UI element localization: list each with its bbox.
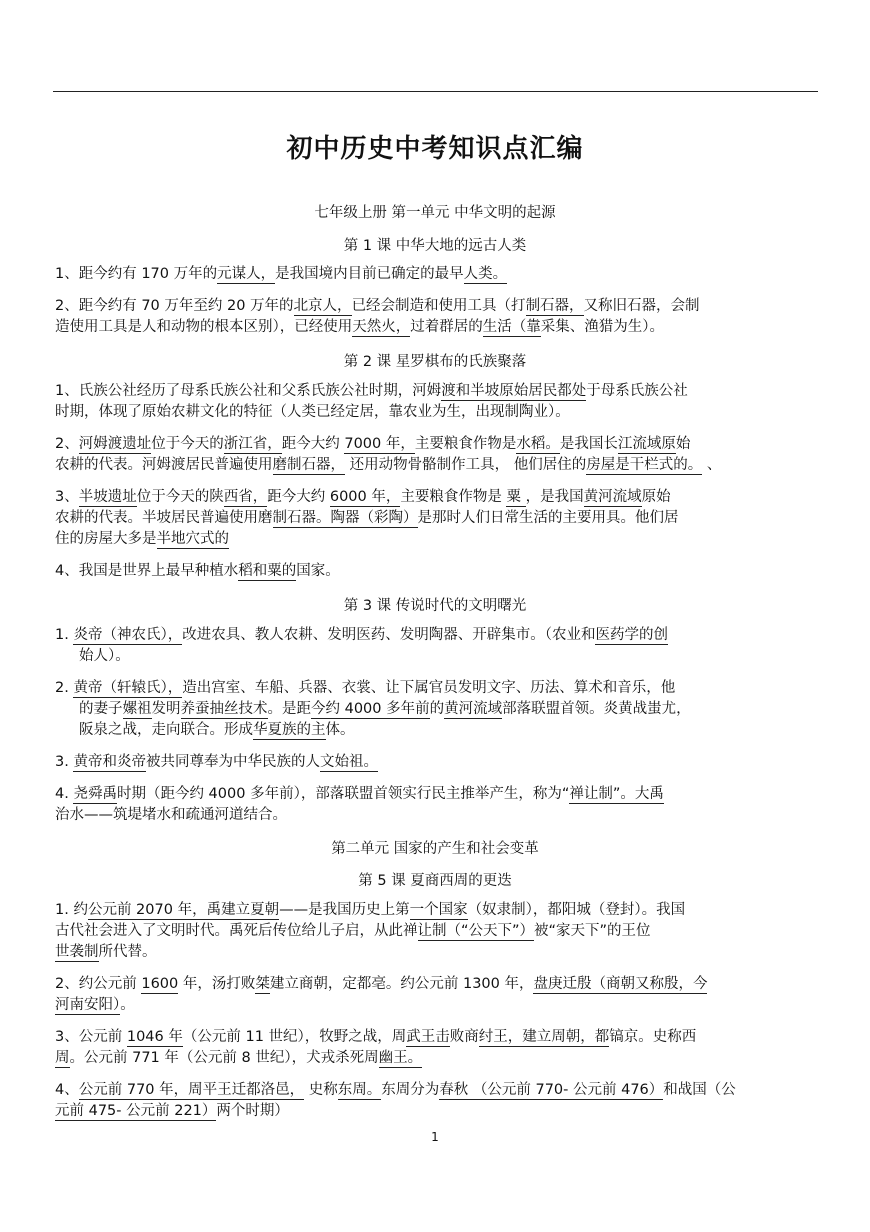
lesson5-heading: 第 5 课 夏商西周的更迭 bbox=[358, 873, 512, 889]
lesson5-point2-line2: 河南安阳）。 bbox=[55, 997, 135, 1013]
lesson3-point2-line1: 2. 黄帝（轩辕氏），造出宫室、车船、兵器、衣裳、让下属官员发明文字、历法、算术和音乐，他 bbox=[55, 680, 676, 696]
document-title: 初中历史中考知识点汇编 bbox=[286, 134, 584, 164]
page-number: 1 bbox=[431, 1130, 439, 1144]
lesson2-point3-line3: 住的房屋大多是半地穴式的 bbox=[55, 531, 229, 547]
lesson5-point4-line1: 4、公元前 770 年，周平王迁都洛邑， 史称东周。东周分为春秋 （公元前 770- 公元前 476）和战国（公 bbox=[55, 1082, 736, 1098]
lesson2-point3-line1: 3、半坡遗址位于今天的陕西省，距今大约 6000 年，主要粮食作物是 粟 ，是我国黄河流域原始 bbox=[55, 489, 671, 505]
lesson2-point2-line1: 2、河姆渡遗址位于今天的浙江省，距今大约 7000 年，主要粮食作物是水稻。是我国长江流域原始 bbox=[55, 436, 691, 452]
lesson5-point1-line2: 古代社会进入了文明时代。禹死后传位给儿子启，从此禅让制（“公天下”）被“家天下”的王位 bbox=[55, 923, 651, 939]
lesson5-point3-line1: 3、公元前 1046 年（公元前 11 世纪），牧野之战，周武王击败商纣王，建立周朝，都镐京。史称西 bbox=[55, 1029, 697, 1045]
lesson2-heading: 第 2 课 星罗棋布的氏族聚落 bbox=[343, 354, 527, 370]
lesson2-point1-line2: 时期，体现了原始农耕文化的特征（人类已经定居，靠农业为生，出现制陶业）。 bbox=[55, 404, 570, 420]
lesson1-heading: 第 1 课 中华大地的远古人类 bbox=[343, 238, 527, 254]
lesson2-point2-line2: 农耕的代表。河姆渡居民普遍使用磨制石器， 还用动物骨骼制作工具， 他们居住的房屋是干栏式的。 、 bbox=[55, 457, 722, 473]
lesson2-point3-line2: 农耕的代表。半坡居民普遍使用磨制石器。陶器（彩陶）是那时人们日常生活的主要用具。他们居 bbox=[55, 510, 679, 526]
lesson1-point1: 1、距今约有 170 万年的元谋人，是我国境内目前已确定的最早人类。 bbox=[55, 266, 508, 282]
top-rule bbox=[53, 91, 818, 92]
lesson2-point4: 4、我国是世界上最早种植水稻和粟的国家。 bbox=[55, 563, 340, 579]
lesson5-point2-line1: 2、约公元前 1600 年，汤打败桀建立商朝，定都亳。约公元前 1300 年，盘庚迁殷（商朝又称殷，今 bbox=[55, 976, 708, 992]
lesson3-point4-line2: 治水——筑堤堵水和疏通河道结合。 bbox=[55, 807, 287, 823]
lesson5-point3-line2: 周。公元前 771 年（公元前 8 世纪），犬戎杀死周幽王。 bbox=[55, 1050, 423, 1066]
lesson1-point2-line2: 造使用工具是人和动物的根本区别），已经使用天然火，过着群居的生活（靠采集、渔猎为生）。 bbox=[55, 319, 664, 335]
lesson3-point2-line2: 的妻子嫘祖发明养蚕抽丝技术。是距今约 4000 多年前的黄河流域部落联盟首领。炎黄战蚩尤， bbox=[79, 701, 691, 717]
lesson5-point1-line3: 世袭制所代替。 bbox=[55, 944, 157, 960]
lesson5-point4-line2: 元前 475- 公元前 221）两个时期） bbox=[55, 1103, 289, 1119]
lesson2-point1-line1: 1、氏族公社经历了母系氏族公社和父系氏族公社时期，河姆渡和半坡原始居民都处于母系氏族公社 bbox=[55, 383, 688, 399]
unit1-heading: 七年级上册 第一单元 中华文明的起源 bbox=[314, 205, 556, 221]
lesson1-point2-line1: 2、距今约有 70 万年至约 20 万年的北京人，已经会制造和使用工具（打制石器，又称旧石器，会制 bbox=[55, 298, 700, 314]
lesson3-heading: 第 3 课 传说时代的文明曙光 bbox=[343, 598, 527, 614]
lesson3-point3: 3. 黄帝和炎帝被共同尊奉为中华民族的人文始祖。 bbox=[55, 754, 378, 770]
lesson5-point1-line1: 1. 约公元前 2070 年，禹建立夏朝——是我国历史上第一个国家（奴隶制），都阳城（登封）。我国 bbox=[55, 902, 686, 918]
lesson3-point4-line1: 4. 尧舜禹时期（距今约 4000 多年前），部落联盟首领实行民主推举产生，称为“禅让制”。大禹 bbox=[55, 786, 664, 802]
lesson3-point2-line3: 阪泉之战，走向联合。形成华夏族的主体。 bbox=[79, 722, 355, 738]
lesson3-point1-line1: 1. 炎帝（神农氏），改进农具、教人农耕、发明医药、发明陶器、开辟集市。（农业和医药学的创 bbox=[55, 627, 668, 643]
unit2-heading: 第二单元 国家的产生和社会变革 bbox=[331, 841, 539, 857]
lesson3-point1-line2: 始人）。 bbox=[79, 648, 130, 664]
